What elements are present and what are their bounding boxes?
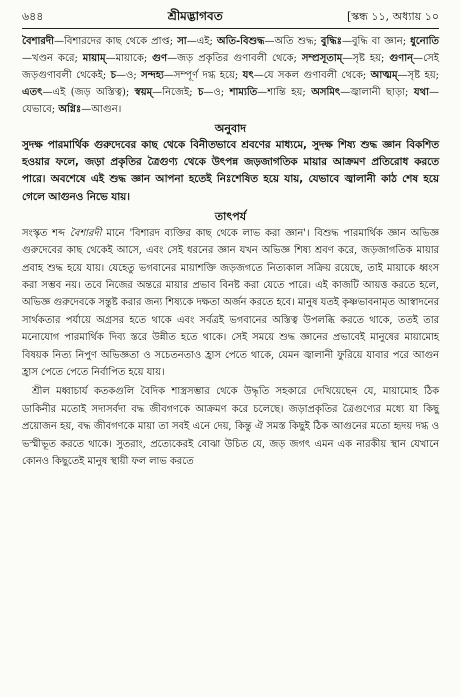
translation-heading: অনুবাদ: [214, 122, 247, 135]
purport-paragraph-1: [22, 225, 439, 382]
page-number: ৬৪৪: [22, 10, 44, 23]
synonym-meaning: —বিশারদের কাছ থেকে প্রাপ্ত;: [54, 36, 178, 47]
chapter-reference: [স্কন্ধ ১১, অধ্যায় ১০: [346, 10, 439, 23]
synonym-meaning: —সৃষ্ট হয়;: [397, 70, 440, 81]
synonym-word: ধুনোতি: [410, 36, 439, 47]
synonym-meaning: —যে সকল গুণাবলী থেকে;: [253, 70, 371, 81]
synonym-word: যথা: [413, 87, 429, 98]
translation-text: সুদক্ষ পারমার্থিক গুরুদেবের কাছ থেকে বিনীতভাবে শ্রবণের মাধ্যমে, সুদক্ষ শিষ্য শুদ্ধ জ্ঞান বিকশিত হওয়ার ফলে, জড়া প্রকৃতির ত্রৈগুণ্য থেকে উৎপন্ন জড়জাগতিক মায়ার আক্রমণ প্রতিরোধ করতে পারে। অবশেষে এই শুদ্ধ জ্ঞান আপনা হতেই নিঃশেষিত হয়ে যায়, যেভাবে জ্বালানী কাঠ শেষ হয়ে গেলে আগুনও নিভে যায়।: [22, 139, 439, 203]
book-title: শ্রীমদ্ভাগবত: [167, 9, 223, 23]
synonym-meaning: —ও;: [116, 70, 142, 81]
synonym-word: সন্দহ্য: [141, 70, 164, 81]
synonym-meaning: —জ্বালানী ছাড়া;: [340, 87, 414, 98]
word-for-word-synonyms: [22, 33, 439, 118]
purport-paragraph-2: শ্রীল মধ্বাচার্য কতকগুলি বৈদিক শাস্ত্রসম্ভার থেকে উদ্ধৃতি সহকারে দেখিয়েছেন যে, মায়ামোহ ঠিক ডাকিনীর মতোই সদাসর্বদা বদ্ধ জীবগণকে আক্রমণ করে চলেছে। জড়াপ্রকৃতির ত্রৈগুণ্যের মধ্যে যা কিছু প্রয়োজন হয়, বদ্ধ জীবগণকে মায়া তা সবই এনে দেয়, কিন্তু ঐ সমস্ত কিছুই ঠিক আগুনের মতো হৃদয় দগ্ধ ও ভস্মীভূত করতে থাকে। সুতরাং, প্রত্যেকেরই বোঝা উচিত যে, জড় জগৎ এমন এক নারকীয় স্থান যেখানে কোনও কিছুতেই মানুষ স্থায়ী ফল লাভ করতে: [22, 386, 439, 468]
synonym-word: অতি-বিশুদ্ধ: [216, 36, 265, 47]
synonym-word: সা: [177, 36, 187, 47]
synonym-word: সম্প্রসূতাম্: [301, 53, 343, 64]
synonym-word: যৎ: [242, 70, 254, 81]
synonym-meaning: —শান্তি হয়;: [257, 87, 312, 98]
synonym-word: চ: [198, 87, 204, 98]
synonym-meaning: —এই;: [186, 36, 217, 47]
purport-text-intro: সংস্কৃত শব্দ: [22, 227, 70, 239]
synonym-word: আত্মম্: [370, 70, 398, 81]
synonym-meaning: —বুদ্ধি বা জ্ঞান;: [341, 36, 411, 47]
synonym-meaning: —ও;: [203, 87, 230, 98]
page-header: [22, 8, 439, 29]
synonym-meaning: —এই (জড় অস্তিত্ব);: [42, 87, 135, 98]
synonym-meaning: —মায়াকে;: [105, 53, 153, 64]
synonym-meaning: —নিজেই;: [152, 87, 199, 98]
synonym-meaning: —খণ্ডন করে;: [22, 53, 83, 64]
synonym-meaning: —আগুন।: [81, 104, 122, 115]
synonym-meaning: —জড় প্রকৃতির গুণাবলী থেকে;: [167, 53, 302, 64]
synonym-meaning: —সৃষ্ট হয়;: [342, 53, 390, 64]
synonym-word: এতৎ: [22, 87, 43, 98]
synonym-word: গুণান্: [389, 53, 414, 64]
synonym-word: স্বয়ম্: [134, 87, 153, 98]
purport-text-body: মানে 'বিশারদ ব্যক্তির কাছ থেকে লাভ করা জ্ঞান'। বিশুদ্ধ পারমার্থিক জ্ঞান অভিজ্ঞ গুরুদেবের কাছ থেকেই আসে, এবং সেই ধরনের জ্ঞান যখন অভিজ্ঞ শিষ্য শ্রবণ করে, জড়জাগতিক মায়ার প্রবাহ শুদ্ধ হয়ে যায়। যেহেতু ভগবানের মায়াশক্তি জড়জগতে নিত্যকাল সক্রিয় রয়েছে, তাই মায়াকে ধ্বংস করা সম্ভব নয়। তবে নিজের অন্তরে মায়ার প্রভাব বিনষ্ট করা যেতে পারে। এই কাজটি আয়ত্ত করতে হলে, অভিজ্ঞ গুরুদেবকে সন্তুষ্ট করার জন্য শিষ্যকে দক্ষতা অর্জন করতে হবে। মানুষ যতই কৃষ্ণভাবনামৃত আস্বাদনের সার্থকতার পর্যায়ে অগ্রসর হতে থাকে এবং সর্বত্রই ভগবানের অস্তিত্ব উপলব্ধি করতে থাকে, ততই তার মনোযোগ পারমার্থিক দিব্য স্তরে উন্নীত হতে থাকে। সেই সময়ে শুদ্ধ জ্ঞানের প্রভাবেই মানুষের মায়ামোহ বিষয়ক নিত্য নিপুণ অভিজ্ঞতা ও সচেতনতাও হ্রাস পেতে থাকে, যেমন জ্বালানী ফুরিয়ে যাবার পরে আগুন হ্রাস পেতে পেতে নির্বাপিত হয়ে যায়।: [22, 227, 439, 379]
synonym-word: বৈশারদী: [22, 36, 55, 47]
synonym-word: অসমিৎ: [311, 87, 341, 98]
synonym-word: গুণ: [152, 53, 168, 64]
synonym-word: বুদ্ধিঃ: [320, 36, 342, 47]
synonym-word: মায়াম্: [82, 53, 106, 64]
purport-heading: তাৎপর্য: [214, 209, 247, 223]
synonym-meaning: —যেভাবে;: [22, 87, 439, 115]
synonym-meaning: —অতি শুদ্ধ;: [264, 36, 321, 47]
synonym-word: শাম্যতি: [229, 87, 258, 98]
synonym-meaning: —সেই জড়গুণাবলী থেকেই;: [22, 53, 439, 81]
synonym-word: অগ্নিঃ: [58, 104, 82, 115]
synonym-word: চ: [110, 70, 117, 81]
synonym-meaning: —সম্পূর্ণ দগ্ধ হয়ে;: [163, 70, 243, 81]
sanskrit-term: বৈশারদী: [69, 227, 102, 239]
